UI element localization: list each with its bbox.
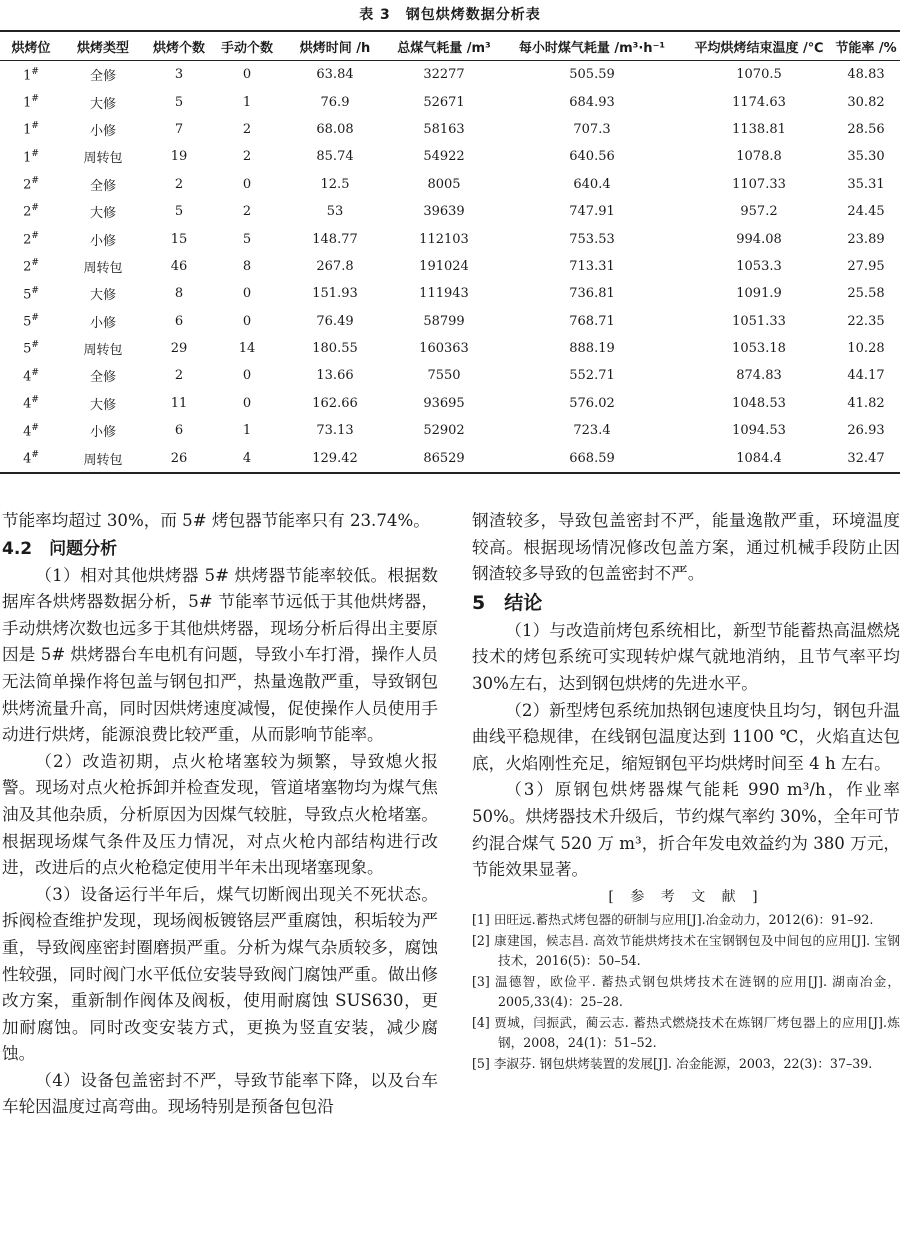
- table-row: [0, 253, 900, 280]
- table-cell: 大修: [89, 206, 116, 222]
- table-cell: 2: [242, 204, 252, 220]
- table-cell: 2: [242, 121, 252, 137]
- table-cell: 129.42: [280, 444, 390, 472]
- table-cell: 112103: [419, 231, 469, 247]
- table-cell: 8: [174, 286, 184, 302]
- table-cell: 35.31: [847, 176, 885, 192]
- table-cell: 14: [238, 341, 256, 357]
- table-cell: 1051.33: [732, 313, 786, 329]
- table-cell: 27.95: [847, 258, 885, 274]
- table-cell: 505.59: [569, 67, 615, 83]
- table-cell: 1053.3: [736, 258, 782, 274]
- conclusion-1: （1）与改造前烤包系统相比，新型节能蓄热高温燃烧技术的烤包系统可实现转炉煤气就地消纳，且节气率平均 30%左右，达到钢包烘烤的先进水平。: [472, 620, 900, 693]
- table-row: [0, 362, 900, 389]
- table-cell: 12.5: [320, 176, 350, 192]
- table-cell: 5#: [23, 313, 39, 330]
- column-header: 烘烤时间 /h: [280, 31, 390, 61]
- table-cell: 5: [174, 204, 184, 220]
- table-cell: 4#: [23, 422, 39, 439]
- table-row: [0, 88, 900, 115]
- table-cell: 46: [170, 258, 188, 274]
- table-cell: 1084.4: [686, 444, 832, 472]
- column-header: 平均烘烤结束温度 /℃: [686, 31, 832, 61]
- table-cell: 2#: [23, 176, 39, 193]
- table-cell: 191024: [419, 258, 469, 274]
- table-cell: 7: [174, 121, 184, 137]
- table-cell: 大修: [89, 96, 116, 112]
- intro-paragraph: 节能率均超过 30%，而 5# 烤包器节能率只有 23.74%。: [2, 511, 430, 530]
- section-heading-4-2: 4.2 问题分析: [2, 538, 118, 559]
- table-row: [0, 390, 900, 417]
- table-cell: 周转包: [62, 444, 144, 472]
- table-cell: 小修: [89, 425, 116, 441]
- reference-item: [2] 康建国，候志昌. 高效节能烘烤技术在宝钢钢包及中间包的应用[J]. 宝钢技术，2016(5)：50–54.: [472, 932, 900, 969]
- table-row: [0, 417, 900, 444]
- table-row: [0, 61, 900, 89]
- table-cell: 76.49: [316, 313, 354, 329]
- table-cell: 4#: [23, 395, 39, 412]
- table-cell: 1078.8: [736, 149, 782, 165]
- table-cell: 58799: [423, 313, 465, 329]
- table-cell: 4: [214, 444, 280, 472]
- conclusion-2: （2）新型烤包系统加热钢包速度快且均匀，钢包升温曲线平稳规律，在线钢包温度达到 1100 ℃，火焰直达包底，火焰刚性充足，缩短钢包平均烘烤时间至 4 h 左右。: [472, 700, 900, 773]
- table-row: [0, 116, 900, 143]
- data-table: [0, 30, 900, 474]
- table-cell: 周转包: [83, 343, 123, 359]
- table-cell: 1138.81: [732, 121, 786, 137]
- table-cell: 26.93: [847, 423, 885, 439]
- table-cell: 162.66: [312, 395, 358, 411]
- paragraph-analysis-3: （3）设备运行半年后，煤气切断阀出现关不死状态。拆阀检查维护发现，现场阀板镀铬层严重腐蚀，积垢较为严重，导致阀座密封圈磨损严重。分析为煤气杂质较多，腐蚀性较强，同时阀门水平低位安装导致阀门腐蚀严重。做出修改方案，重新制作阀体及阀板，使用耐腐蚀 SUS630，更加耐腐蚀。同时改变安装方式，更换为竖直安装，减少腐蚀。: [2, 884, 438, 1064]
- table-cell: 25.58: [847, 286, 885, 302]
- table-cell: 4#: [23, 367, 39, 385]
- table-cell: 93695: [423, 395, 465, 411]
- table-cell: 29: [170, 341, 188, 357]
- table-row: [0, 143, 900, 170]
- table-cell: 267.8: [316, 258, 354, 274]
- table-cell: 151.93: [312, 286, 358, 302]
- table-cell: 全修: [89, 69, 116, 85]
- table-cell: 2#: [23, 230, 39, 248]
- table-cell: 5#: [23, 340, 39, 357]
- table-cell: 1: [242, 423, 252, 439]
- column-header: 烘烤类型: [62, 31, 144, 61]
- left-column: [2, 508, 438, 1121]
- table-cell: 5#: [23, 285, 39, 302]
- table-cell: 180.55: [312, 341, 358, 357]
- paragraph-analysis-1: （1）相对其他烘烤器 5# 烘烤器节能率较低。根据数据库各烘烤器数据分析，5# 节能率节远低于其他烘烤器，手动烘烤次数也远多于其他烘烤器，现场分析后得出主要原因是 5# 烘烤器台车电机有问题，导致小车打滑，操作人员无法简单操作将包盖与钢包扣严，热量逸散严重，导致钢包烘烤流量升高，同时因烘烤速度减慢，促使操作人员使用手动进行烘烤，能源浪费比较严重，从而影响节能率。: [2, 565, 438, 745]
- reference-item: [3] 温德智，欧俭平. 蓄热式钢包烘烤技术在涟钢的应用[J]. 湖南冶金，2005,33(4)：25–28.: [472, 973, 900, 1010]
- table-cell: 22.35: [847, 313, 885, 329]
- table-cell: 85.74: [316, 149, 354, 165]
- table-cell: 63.84: [316, 67, 354, 83]
- table-cell: 994.08: [736, 231, 782, 247]
- table-cell: 0: [242, 395, 252, 411]
- table-cell: 1070.5: [736, 67, 782, 83]
- table-row: [0, 198, 900, 225]
- table-cell: 35.30: [847, 149, 885, 165]
- table-cell: 58163: [423, 121, 465, 137]
- table-cell: 148.77: [312, 231, 358, 247]
- table-cell: 747.91: [569, 204, 615, 220]
- column-header: 总煤气耗量 /m³: [390, 31, 498, 61]
- references-heading: [ 参 考 文 献 ]: [608, 888, 764, 905]
- table-cell: 0: [242, 67, 252, 83]
- table-cell: 13.66: [316, 368, 354, 384]
- table-cell: 小修: [89, 123, 116, 139]
- table-cell: 15: [170, 231, 188, 247]
- table-cell: 2: [242, 149, 252, 165]
- table-cell: 7550: [427, 368, 461, 384]
- table-cell: 1091.9: [736, 286, 782, 302]
- column-header: 烘烤位: [0, 31, 62, 61]
- table-cell: 39639: [423, 204, 465, 220]
- table-cell: 26: [144, 444, 214, 472]
- table-cell: 30.82: [847, 94, 885, 110]
- column-header: 手动个数: [214, 31, 280, 61]
- table-cell: 52902: [423, 423, 465, 439]
- table-cell: 1#: [23, 148, 39, 166]
- paragraph-analysis-4: （4）设备包盖密封不严，导致节能率下降，以及台车车轮因温度过高弯曲。现场特别是预备包包沿: [2, 1070, 438, 1117]
- table-cell: 4#: [0, 444, 62, 472]
- table-cell: 2: [174, 368, 184, 384]
- reference-item: [4] 贾城，闫振武，蔺云志. 蓄热式燃烧技术在炼钢厂烤包器上的应用[J].炼钢，2008，24(1)：51–52.: [472, 1014, 900, 1051]
- table-cell: 41.82: [847, 395, 885, 411]
- table-cell: 全修: [89, 370, 116, 386]
- table-cell: 大修: [89, 397, 116, 413]
- table-cell: 1094.53: [732, 423, 786, 439]
- table-cell: 1#: [23, 121, 39, 138]
- table-cell: 全修: [89, 178, 116, 194]
- table-cell: 1048.53: [732, 395, 786, 411]
- column-header: 烘烤个数: [144, 31, 214, 61]
- table-cell: 53: [326, 204, 344, 220]
- table-cell: 54922: [423, 149, 465, 165]
- right-column: [472, 508, 900, 1074]
- table-cell: 周转包: [83, 151, 123, 167]
- table-cell: 76.9: [320, 94, 350, 110]
- table-cell: 1: [242, 94, 252, 110]
- section-heading-conclusion: 5 结论: [472, 591, 543, 614]
- table-cell: 5: [242, 231, 252, 247]
- table-row: [0, 225, 900, 252]
- table-cell: 大修: [89, 288, 116, 304]
- table-cell: 19: [170, 149, 188, 165]
- column-header: 节能率 /%: [832, 31, 900, 61]
- table-cell: 8: [242, 258, 252, 274]
- table-cell: 576.02: [569, 395, 615, 411]
- table-cell: 1#: [23, 66, 39, 83]
- table-cell: 723.4: [573, 423, 611, 439]
- table-cell: 640.56: [569, 149, 615, 165]
- table-cell: 0: [242, 286, 252, 302]
- table-cell: 68.08: [316, 121, 354, 137]
- table-cell: 6: [174, 423, 184, 439]
- table-row: [0, 280, 900, 307]
- table-cell: 23.89: [847, 231, 885, 247]
- reference-item: [1] 田旺远.蓄热式烤包器的研制与应用[J].冶金动力，2012(6)：91–92.: [472, 912, 874, 928]
- table-cell: 小修: [89, 315, 116, 331]
- table-cell: 713.31: [569, 258, 615, 274]
- table-cell: 32277: [423, 67, 465, 83]
- table-cell: 684.93: [569, 94, 615, 110]
- table-cell: 874.83: [736, 368, 782, 384]
- table-cell: 0: [242, 368, 252, 384]
- table-cell: 86529: [390, 444, 498, 472]
- table-cell: 小修: [89, 233, 116, 249]
- table-cell: 48.83: [847, 67, 885, 83]
- table-cell: 10.28: [847, 341, 885, 357]
- table-cell: 957.2: [740, 204, 778, 220]
- table-cell: 5: [174, 94, 184, 110]
- table-cell: 2: [174, 176, 184, 192]
- table-cell: 1174.63: [732, 94, 786, 110]
- table-cell: 111943: [419, 286, 469, 302]
- conclusion-3: （3）原钢包烘烤器煤气能耗 990 m³/h，作业率 50%。烘烤器技术升级后，节约煤气率约 30%，全年可节约混合煤气 520 万 m³，折合年发电效益约为 380 万元，节能效果显著。: [472, 780, 900, 880]
- column-header: 每小时煤气耗量 /m³·h⁻¹: [498, 31, 686, 61]
- table-cell: 668.59: [498, 444, 686, 472]
- table-cell: 2#: [23, 258, 39, 275]
- table-cell: 28.56: [847, 121, 885, 137]
- table-cell: 52671: [423, 94, 465, 110]
- table-cell: 6: [174, 313, 184, 329]
- table-cell: 160363: [419, 341, 469, 357]
- table-cell: 888.19: [569, 341, 615, 357]
- table-cell: 0: [242, 176, 252, 192]
- table-cell: 1#: [23, 93, 39, 111]
- table-row: [0, 308, 900, 335]
- table-cell: 1053.18: [732, 341, 786, 357]
- table-cell: 753.53: [569, 231, 615, 247]
- table-cell: 552.71: [569, 368, 615, 384]
- table-cell: 1107.33: [732, 176, 786, 192]
- table-cell: 707.3: [573, 121, 611, 137]
- paragraph-analysis-2: （2）改造初期，点火枪堵塞较为频繁，导致熄火报警。现场对点火枪拆卸并检查发现，管道堵塞物均为煤气焦油及其他杂质，分析原因为因煤气较脏，导致点火枪堵塞。根据现场煤气条件及压力情况，对点火枪内部结构进行改进，改进后的点火枪稳定使用半年未出现堵塞现象。: [2, 751, 438, 878]
- table-caption: 表 3 钢包烘烤数据分析表: [359, 7, 541, 23]
- table-cell: 24.45: [847, 204, 885, 220]
- table-cell: 640.4: [573, 176, 611, 192]
- table-body: [0, 61, 900, 473]
- table-cell: 2#: [23, 203, 39, 220]
- references-list: [472, 910, 900, 1074]
- table-cell: 8005: [427, 176, 461, 192]
- table-cell: 768.71: [569, 313, 615, 329]
- table-cell: 73.13: [316, 423, 354, 439]
- table-cell: 周转包: [83, 260, 123, 276]
- table-row: [0, 171, 900, 198]
- continuation-paragraph: 钢渣较多，导致包盖密封不严，能量逸散严重，环境温度较高。根据现场情况修改包盖方案，通过机械手段防止因钢渣较多导致的包盖密封不严。: [472, 511, 900, 584]
- table-cell: 32.47: [832, 444, 900, 472]
- table-row: [0, 444, 900, 472]
- table-cell: 3: [174, 67, 184, 83]
- table-cell: 0: [242, 313, 252, 329]
- reference-item: [5] 李淑芬. 钢包烘烤装置的发展[J]. 冶金能源，2003，22(3)：37–39.: [472, 1055, 873, 1071]
- table-cell: 11: [170, 395, 188, 411]
- table-header-row: [0, 31, 900, 61]
- table-row: [0, 335, 900, 362]
- table-cell: 736.81: [569, 286, 615, 302]
- table-cell: 44.17: [847, 368, 885, 384]
